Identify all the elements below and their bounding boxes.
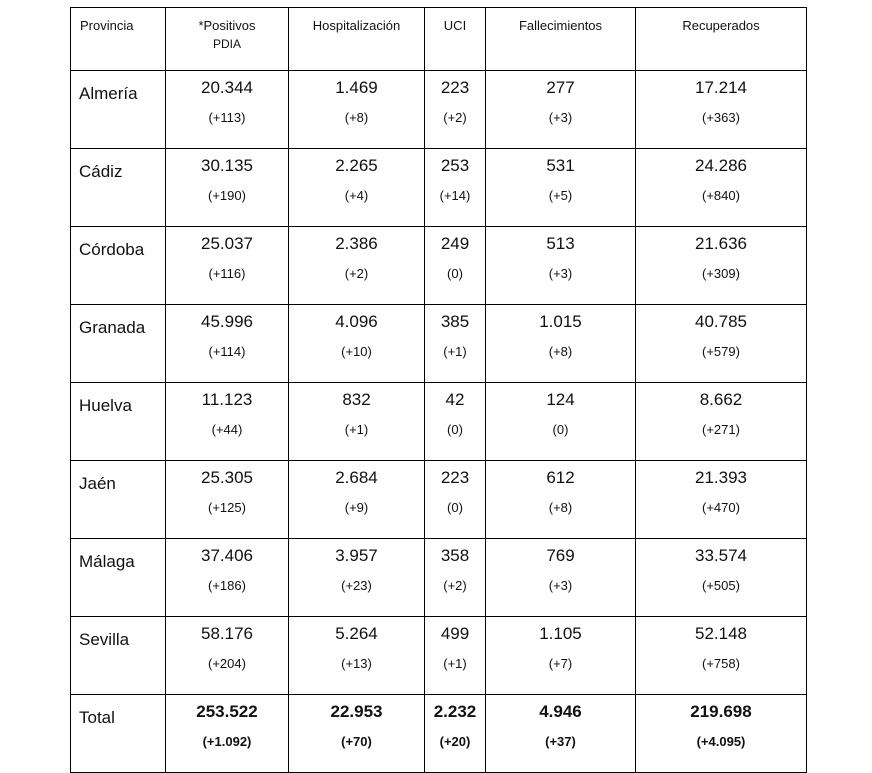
uci-cell: 42 (0) [425, 383, 486, 461]
total-recuperados-cell: 219.698 (+4.095) [636, 695, 807, 773]
fallecimientos-cell: 612 (+8) [486, 461, 636, 539]
total-fallecimientos-cell: 4.946 (+37) [486, 695, 636, 773]
table-row [71, 305, 807, 383]
table-row [71, 461, 807, 539]
uci-cell: 385 (+1) [425, 305, 486, 383]
recuperados-cell: 33.574 (+505) [636, 539, 807, 617]
fallecimientos-cell: 124 (0) [486, 383, 636, 461]
header-hospitalizacion: Hospitalización [289, 8, 425, 71]
provincia-cell: Granada [71, 305, 166, 383]
hospitalizacion-cell: 3.957 (+23) [289, 539, 425, 617]
uci-cell: 253 (+14) [425, 149, 486, 227]
total-positivos-cell: 253.522 (+1.092) [166, 695, 289, 773]
recuperados-cell: 17.214 (+363) [636, 71, 807, 149]
header-recuperados: Recuperados [636, 8, 807, 71]
header-uci: UCI [425, 8, 486, 71]
recuperados-cell: 52.148 (+758) [636, 617, 807, 695]
positivos-cell: 58.176 (+204) [166, 617, 289, 695]
hospitalizacion-cell: 2.386 (+2) [289, 227, 425, 305]
header-provincia: Provincia [71, 8, 166, 71]
header-positivos: *Positivos PDIA [166, 8, 289, 71]
total-uci-cell: 2.232 (+20) [425, 695, 486, 773]
provincia-cell: Cádiz [71, 149, 166, 227]
positivos-cell: 30.135 (+190) [166, 149, 289, 227]
uci-cell: 358 (+2) [425, 539, 486, 617]
recuperados-cell: 8.662 (+271) [636, 383, 807, 461]
hospitalizacion-cell: 2.684 (+9) [289, 461, 425, 539]
header-fallecimientos: Fallecimientos [486, 8, 636, 71]
table-row [71, 383, 807, 461]
positivos-cell: 45.996 (+114) [166, 305, 289, 383]
uci-cell: 223 (0) [425, 461, 486, 539]
hospitalizacion-cell: 2.265 (+4) [289, 149, 425, 227]
fallecimientos-cell: 531 (+5) [486, 149, 636, 227]
table-row [71, 149, 807, 227]
uci-cell: 223 (+2) [425, 71, 486, 149]
total-label: Total [71, 695, 166, 773]
positivos-cell: 11.123 (+44) [166, 383, 289, 461]
provincia-cell: Córdoba [71, 227, 166, 305]
positivos-cell: 25.037 (+116) [166, 227, 289, 305]
hospitalizacion-cell: 1.469 (+8) [289, 71, 425, 149]
recuperados-cell: 24.286 (+840) [636, 149, 807, 227]
header-row [71, 8, 807, 71]
recuperados-cell: 40.785 (+579) [636, 305, 807, 383]
provincia-cell: Huelva [71, 383, 166, 461]
hospitalizacion-cell: 832 (+1) [289, 383, 425, 461]
table-row [71, 227, 807, 305]
uci-cell: 249 (0) [425, 227, 486, 305]
total-hospitalizacion-cell: 22.953 (+70) [289, 695, 425, 773]
fallecimientos-cell: 513 (+3) [486, 227, 636, 305]
provincia-cell: Sevilla [71, 617, 166, 695]
table-row [71, 617, 807, 695]
table-row [71, 539, 807, 617]
total-row [71, 695, 807, 773]
fallecimientos-cell: 1.105 (+7) [486, 617, 636, 695]
provincia-cell: Málaga [71, 539, 166, 617]
fallecimientos-cell: 1.015 (+8) [486, 305, 636, 383]
table-row [71, 71, 807, 149]
provincia-cell: Almería [71, 71, 166, 149]
fallecimientos-cell: 769 (+3) [486, 539, 636, 617]
recuperados-cell: 21.393 (+470) [636, 461, 807, 539]
fallecimientos-cell: 277 (+3) [486, 71, 636, 149]
provincia-cell: Jaén [71, 461, 166, 539]
positivos-cell: 20.344 (+113) [166, 71, 289, 149]
hospitalizacion-cell: 4.096 (+10) [289, 305, 425, 383]
hospitalizacion-cell: 5.264 (+13) [289, 617, 425, 695]
positivos-cell: 25.305 (+125) [166, 461, 289, 539]
uci-cell: 499 (+1) [425, 617, 486, 695]
positivos-cell: 37.406 (+186) [166, 539, 289, 617]
recuperados-cell: 21.636 (+309) [636, 227, 807, 305]
covid-andalucia-table [70, 7, 807, 773]
